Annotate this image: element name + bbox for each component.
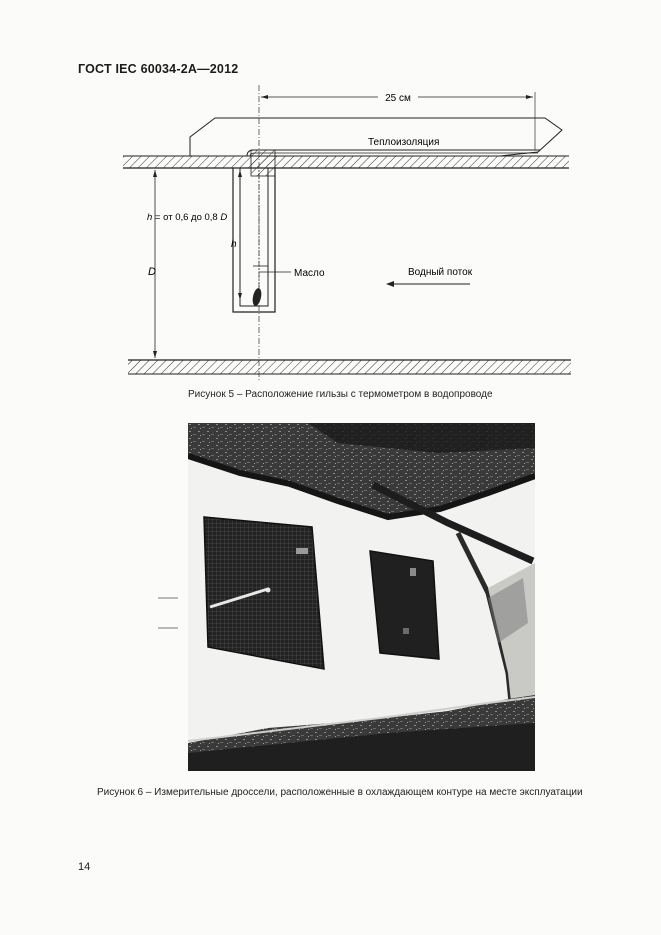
h-label: h — [231, 239, 237, 250]
dimension-d — [148, 170, 157, 358]
photo-pointer-marks — [150, 590, 190, 635]
thermometer-sleeve — [233, 150, 540, 312]
document-header: ГОСТ IEC 60034-2A—2012 — [78, 62, 239, 76]
photo-illustration — [188, 423, 535, 771]
insulation-label: Теплоизоляция — [368, 137, 440, 148]
water-flow-label: Водный поток — [408, 267, 473, 278]
oil-label: Масло — [294, 268, 325, 279]
h-formula: h = от 0,6 до 0,8 D — [147, 212, 228, 223]
d-label: D — [148, 266, 156, 278]
top-pipe-wall — [123, 156, 569, 168]
figure-5-caption: Рисунок 5 – Расположение гильзы с термометром в водопроводе — [188, 389, 493, 400]
dimension-25cm — [259, 85, 535, 380]
figure-5-diagram — [0, 0, 661, 385]
dimension-25cm-label: 25 см — [385, 93, 411, 104]
page-number: 14 — [78, 861, 91, 873]
figure-6-photo — [188, 423, 535, 771]
water-flow-arrow — [386, 281, 470, 287]
figure-6-caption: Рисунок 6 – Измерительные дроссели, расположенные в охлаждающем контуре на месте эксплуатации — [97, 787, 583, 798]
bottom-pipe-wall — [128, 360, 571, 374]
